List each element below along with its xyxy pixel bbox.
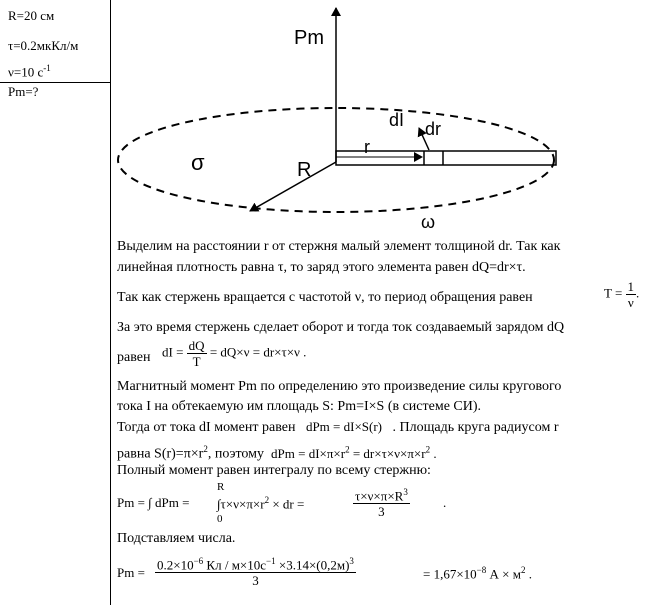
text-p5-line1: Тогда от тока dI момент равен dPm = dI×S(r) . Площадь круга радиусом r bbox=[117, 419, 559, 435]
text-p4-line1: Магнитный момент Pm по определению это произведение силы кругового bbox=[117, 379, 562, 394]
sigma-label: σ bbox=[191, 150, 205, 175]
big-r-label: R bbox=[297, 159, 312, 181]
big-r-arrow bbox=[250, 162, 336, 211]
text-p2: Так как стержень вращается с частотой ν, то период обращения равен bbox=[117, 290, 533, 305]
given-panel bbox=[0, 0, 111, 605]
text-p1-line1: Выделим на расстоянии r от стержня малый элемент толщиной dr. Так как bbox=[117, 239, 561, 254]
omega-label: ω bbox=[421, 212, 436, 232]
given-find: Pm=? bbox=[8, 84, 39, 99]
text-p3-line1: За это время стержень сделает оборот и тогда ток создаваемый зарядом dQ bbox=[117, 320, 565, 335]
final-formula: Pm = $0.2\times 10^{-6}$ Кл / $м\times 10с^{-1} \times 3.14\times(0,2м)^3$ 3 = $1,67\times 10^{-8}$ $А \times м^2$ . bbox=[117, 556, 532, 589]
pm-label: Pm bbox=[294, 27, 324, 49]
r-small-label: r bbox=[364, 137, 370, 157]
period-formula: T = $\frac{1}{\nu}$ . bbox=[604, 279, 640, 310]
current-formula: dI = $\frac{dQ}{T}$ = dQ×ν = dr×τ×ν . bbox=[162, 338, 307, 369]
given-frequency: ν=10 $с^{-1}$ bbox=[8, 63, 51, 80]
integral-formula: Pm = ∫ dPm = R 0 $\int\tau\times\nu\times\pi\times r^2$ × dr = $\frac{\tau\times\nu\times\pi\times R^3}{3}$ . bbox=[117, 481, 447, 525]
text-p4-line2: тока I на обтекаемую им площадь S: Pm=I×S (в системе СИ). bbox=[117, 399, 482, 414]
text-p6: Полный момент равен интегралу по всему стержню: bbox=[117, 463, 431, 478]
given-linear-density: τ=0.2мкКл/м bbox=[8, 38, 79, 53]
di-label: dI bbox=[389, 110, 405, 130]
given-separator bbox=[0, 82, 110, 83]
text-p5-line2: равна $S(r)=\pi\times r^2$, поэтому dPm = $dI\times\pi\times r^2 = dr\times\tau\times\nu\times\pi\times r^2$ . bbox=[117, 444, 437, 462]
given-radius: R=20 см bbox=[8, 8, 55, 23]
text-p7: Подставляем числа. bbox=[117, 531, 236, 546]
text-p3-line2: равен bbox=[117, 350, 151, 365]
text-p1-line2: линейная плотность равна τ, то заряд этого элемента равен dQ=dr×τ. bbox=[117, 260, 526, 275]
dr-label: dr bbox=[425, 119, 442, 139]
rotating-rod-figure bbox=[111, 0, 666, 235]
